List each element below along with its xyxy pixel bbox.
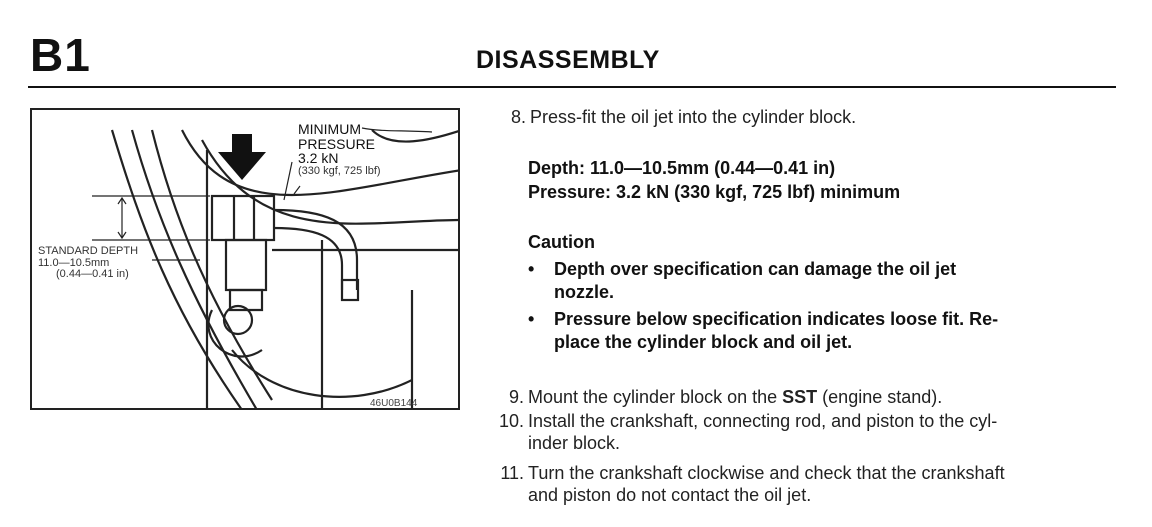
bullet-icon: • [528, 259, 535, 279]
step-9-text-end: (engine stand). [817, 387, 943, 407]
step-8-number: 8. [510, 107, 526, 127]
step-10-line-1: Install the crankshaft, connecting rod, and piston to the cyl- [528, 411, 998, 431]
step-9-text-start: Mount the cylinder block on the [528, 387, 783, 407]
step-10-line-2: inder block. [528, 433, 621, 453]
step-9-number: 9. [508, 387, 524, 407]
caution-item-1-line-1: Depth over specification can damage the oil jet [554, 259, 957, 279]
step-10-number: 10. [498, 411, 524, 431]
standard-depth-line-3: (0.44—0.41 in) [56, 268, 129, 281]
standard-depth-label [38, 246, 138, 281]
step-10-text [528, 410, 997, 454]
caution-title: Caution [528, 232, 595, 252]
step-10 [498, 410, 1118, 456]
standard-depth-line-2: 11.0—10.5mm [38, 256, 110, 269]
caution-item-2-text [554, 308, 998, 354]
step-11-number: 11. [500, 463, 524, 483]
step-11 [498, 462, 1118, 508]
min-pressure-line-2: PRESSURE [298, 135, 376, 152]
min-pressure-line-4: (330 kgf, 725 lbf) [298, 165, 381, 178]
step-8-text: Press-fit the oil jet into the cylinder block. [530, 107, 857, 127]
min-pressure-line-3: 3.2 kN [298, 150, 339, 167]
sst-ref: SST [782, 387, 818, 407]
step-9 [498, 386, 1118, 410]
standard-depth-line-1: STANDARD DEPTH [38, 245, 139, 257]
header-rule [28, 86, 1116, 88]
min-pressure-line-1: MINIMUM [298, 121, 361, 137]
step-9-text [528, 386, 942, 408]
step-8 [500, 106, 1060, 130]
caution-item-1 [528, 258, 1108, 304]
pressure-spec: Pressure: 3.2 kN (330 kgf, 725 lbf) minimum [528, 182, 901, 202]
caution-item-1-line-2: nozzle. [554, 282, 615, 302]
caution-item-2 [528, 308, 1108, 354]
figure-id: 46U0B144 [370, 398, 418, 409]
section-code: B1 [30, 29, 91, 81]
min-pressure-label [298, 122, 381, 178]
step-11-line-1: Turn the crankshaft clockwise and check that the crankshaft [528, 463, 1005, 483]
depth-spec: Depth: 11.0—10.5mm (0.44—0.41 in) [528, 158, 836, 178]
caution-item-1-text [554, 258, 956, 304]
page-title: DISASSEMBLY [476, 46, 660, 74]
step-11-text [528, 462, 1005, 506]
bullet-icon: • [528, 309, 535, 329]
step-11-line-2: and piston do not contact the oil jet. [528, 485, 812, 505]
caution-item-2-line-2: place the cylinder block and oil jet. [554, 332, 853, 352]
oil-jet-figure [30, 108, 460, 410]
caution-item-2-line-1: Pressure below specification indicates loose fit. Re- [554, 309, 999, 329]
